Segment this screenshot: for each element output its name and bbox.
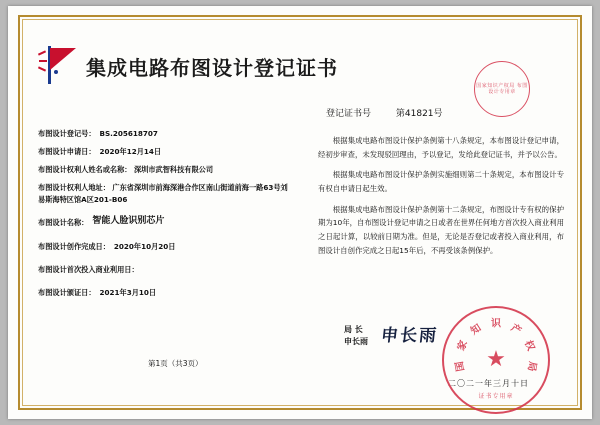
field-value: 2020年12月14日 (99, 147, 162, 157)
field-label: 布图设计登记号： (38, 129, 96, 138)
field-right-holder-name (38, 164, 293, 175)
field-registration-number (38, 128, 293, 139)
body-paragraph: 根据集成电路布图设计保护条例实施细则第二十条规定，本布图设计专有权自申请日起生效。 (318, 170, 564, 194)
field-first-commercial-use-date (38, 264, 293, 275)
page-number: 第1页（共3页） (148, 359, 203, 368)
body-paragraph: 根据集成电路布图设计保护条例第十二条规定，布图设计专有权的保护期为10年，自布图设计登记申请之日或者在世界任何地方首次投入商业利用之日起计算，以较前日期为准。但是，无论是否登记或者投入商业利用，布图设计自创作完成之日起15年后，不再受该条例保护。 (318, 204, 564, 255)
field-creation-date (38, 241, 293, 252)
field-right-holder-address (38, 182, 293, 204)
star-icon: ★ (486, 347, 506, 372)
body-text (318, 134, 564, 265)
field-value: BS.205618707 (99, 129, 158, 138)
registration-seal (474, 61, 530, 117)
signature-label-line2: 申长雨 (344, 337, 368, 346)
corner-ornament-top-right (564, 15, 582, 33)
field-value: 2021年3月10日 (99, 288, 157, 298)
field-label: 布图设计申请日： (38, 147, 96, 157)
signature-block (344, 324, 438, 350)
corner-ornament-bottom-right (564, 392, 582, 410)
official-red-seal-ring-text: 国 家 知 识 产 权 局 (454, 318, 538, 373)
corner-ornament-top-left (18, 15, 36, 33)
field-value: 智能人脸识别芯片 (92, 215, 165, 226)
field-value: 2020年10月20日 (113, 241, 176, 251)
certificate-number-label: 登记证书号 (326, 109, 372, 119)
issue-date-line: 二〇二一年三月十日 (448, 379, 529, 388)
document-header (38, 46, 338, 86)
signature-label (344, 324, 368, 348)
field-list (38, 128, 293, 305)
official-red-seal (442, 306, 550, 414)
field-value: 广东省深圳市前海深港合作区南山街道前海一路63号刘易斯海特区馆A区201-B06 (38, 183, 288, 204)
certificate-number (326, 106, 443, 119)
signature-label-line1: 局 长 (344, 325, 363, 334)
field-layout-design-name (38, 215, 293, 229)
certificate-page (8, 6, 592, 419)
ic-layout-emblem-icon (38, 46, 80, 86)
registration-seal-text: 国家知识产权局 布图设计专用章 (476, 82, 528, 95)
corner-ornament-bottom-left (18, 392, 36, 410)
field-label: 布图设计权利人姓名或名称： (38, 165, 132, 175)
body-paragraph: 根据集成电路布图设计保护条例第十八条规定，本布图设计登记申请，经初步审查，未发现驳回理由，予以登记，发给此登记证书，并予以公告。 (318, 136, 564, 159)
official-red-seal-bottom-text: 证书专用章 (478, 393, 514, 400)
field-value: 深圳市武智科技有限公司 (133, 165, 214, 175)
page-title: 集成电路布图设计登记证书 (86, 55, 338, 80)
signature-handwriting: 申长雨 (379, 326, 439, 346)
field-application-date (38, 146, 293, 157)
certificate-number-value: 第41821号 (395, 109, 443, 119)
field-label: 布图设计创作完成日： (38, 241, 110, 251)
field-issue-date (38, 287, 293, 298)
field-label: 布图设计颁证日： (38, 288, 96, 298)
field-label: 布图设计首次投入商业利用日： (38, 264, 139, 274)
field-label: 布图设计权利人地址： (38, 183, 110, 193)
field-label: 布图设计名称： (38, 217, 89, 227)
